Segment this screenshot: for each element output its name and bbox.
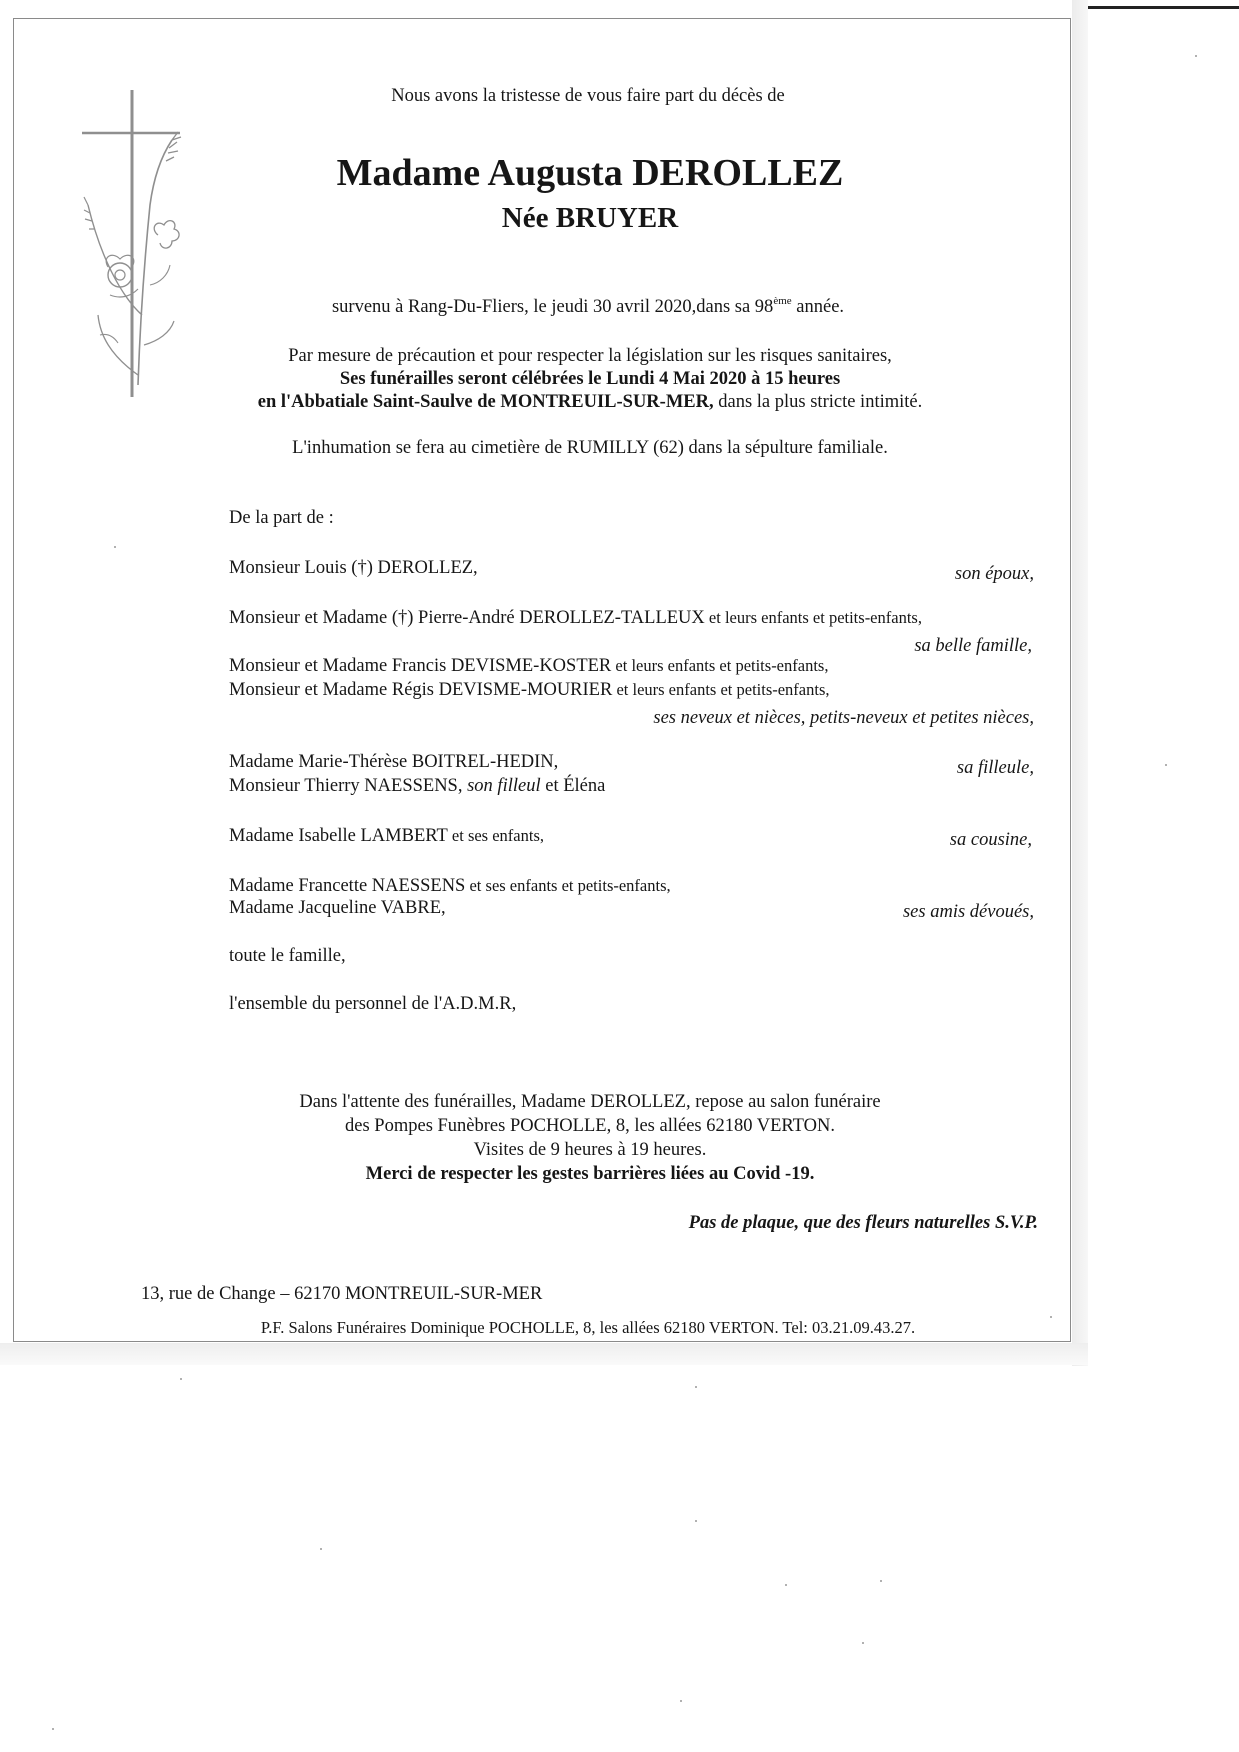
scan-shadow-bottom — [0, 1343, 1088, 1365]
funeral-location — [258, 392, 922, 413]
inlaws-names: Monsieur et Madame (†) Pierre-André DEROLLEZ-TALLEUX — [229, 608, 705, 628]
nephew-children-2: et leurs enfants et petits-enfants, — [612, 680, 830, 699]
nephew-names-1: Monsieur et Madame Francis DEVISME-KOSTER — [229, 656, 612, 676]
all-family: toute le famille, — [229, 946, 346, 966]
scan-speck — [1195, 55, 1197, 57]
cousin-children: et ses enfants, — [447, 826, 545, 845]
inlaws-line — [229, 608, 922, 629]
burial-text: L'inhumation se fera au cimetière de RUMILLY (62) dans la sépulture familiale. — [292, 438, 888, 458]
viewing-line-2: des Pompes Funèbres POCHOLLE, 8, les allées 62180 VERTON. — [345, 1116, 835, 1136]
cousin-relation: sa cousine, — [949, 830, 1032, 850]
admr-staff: l'ensemble du personnel de l'A.D.M.R, — [229, 994, 517, 1014]
scan-speck — [180, 1378, 182, 1380]
scan-edge-line — [1088, 6, 1239, 9]
scan-speck — [695, 1520, 697, 1522]
intro-text: Nous avons la tristesse de vous faire part du décès de — [391, 86, 785, 106]
friends-relation: ses amis dévoués, — [902, 902, 1034, 922]
friend-children-1: et ses enfants et petits-enfants, — [465, 876, 671, 895]
funeral-privacy: dans la plus stricte intimité. — [713, 392, 923, 412]
spouse-relation: son époux, — [954, 564, 1034, 584]
viewing-hours: Visites de 9 heures à 19 heures. — [473, 1140, 707, 1160]
scan-speck — [320, 1548, 322, 1550]
nephew-line-2 — [229, 680, 830, 701]
death-notice — [332, 295, 844, 318]
goddaughter-name: Madame Marie-Thérèse BOITREL-HEDIN, — [229, 752, 559, 772]
nephew-names-2: Monsieur et Madame Régis DEVISME-MOURIER — [229, 680, 613, 700]
nephew-line-1 — [229, 656, 828, 677]
friend-name-2: Madame Jacqueline VABRE, — [229, 898, 446, 918]
scan-shadow-right — [1072, 0, 1088, 1366]
friend-name-1: Madame Francette NAESSENS — [229, 876, 466, 896]
godson-name: Monsieur Thierry NAESSENS, — [229, 776, 468, 796]
scan-speck — [680, 1700, 682, 1702]
death-notice-end: année. — [791, 297, 845, 317]
viewing-line-1: Dans l'attente des funérailles, Madame DEROLLEZ, repose au salon funéraire — [299, 1092, 881, 1112]
death-notice-ordinal: ème — [773, 295, 792, 307]
nephews-relation: ses neveux et nièces, petits-neveux et petites nièces, — [653, 708, 1034, 728]
deceased-name: Madame Augusta DEROLLEZ — [336, 152, 844, 194]
cross-with-flowers-icon — [80, 85, 200, 405]
scan-speck — [114, 546, 116, 548]
cousin-line — [229, 826, 544, 847]
godson-relation: son filleul — [467, 776, 541, 796]
godson-line — [229, 776, 605, 797]
cousin-name: Madame Isabelle LAMBERT — [229, 826, 448, 846]
scan-speck — [1165, 764, 1167, 766]
maiden-name: Née BRUYER — [501, 202, 679, 234]
goddaughter-relation: sa filleule, — [956, 758, 1034, 778]
godson-partner: et Éléna — [540, 776, 606, 796]
scan-speck — [785, 1584, 787, 1586]
funeral-home-contact: P.F. Salons Funéraires Dominique POCHOLLE, 8, les allées 62180 VERTON. Tel: 03.21.09.43.27. — [260, 1318, 916, 1337]
covid-notice: Merci de respecter les gestes barrières liées au Covid -19. — [365, 1164, 815, 1184]
death-notice-main: survenu à Rang-Du-Fliers, le jeudi 30 avril 2020,dans sa 98 — [331, 297, 774, 317]
scan-speck — [880, 1580, 882, 1582]
inlaws-children: et leurs enfants et petits-enfants, — [704, 608, 922, 627]
funeral-church: en l'Abbatiale Saint-Saulve de MONTREUIL-SUR-MER, — [257, 392, 714, 412]
spouse-name: Monsieur Louis (†) DEROLLEZ, — [229, 558, 478, 578]
funeral-date: Ses funérailles seront célébrées le Lundi 4 Mai 2020 à 15 heures — [339, 369, 841, 389]
family-address: 13, rue de Change – 62170 MONTREUIL-SUR-MER — [141, 1284, 543, 1304]
flowers-note: Pas de plaque, que des fleurs naturelles S.V.P. — [688, 1213, 1038, 1233]
friend-line-1 — [229, 876, 671, 897]
scan-speck — [52, 1728, 54, 1730]
scan-speck — [1050, 1316, 1052, 1318]
precaution-text: Par mesure de précaution et pour respecter la législation sur les risques sanitaires, — [288, 346, 892, 366]
inlaws-relation: sa belle famille, — [914, 636, 1032, 656]
scan-speck — [862, 1642, 864, 1644]
family-intro: De la part de : — [229, 508, 334, 528]
nephew-children-1: et leurs enfants et petits-enfants, — [611, 656, 829, 675]
scan-speck — [695, 1386, 697, 1388]
